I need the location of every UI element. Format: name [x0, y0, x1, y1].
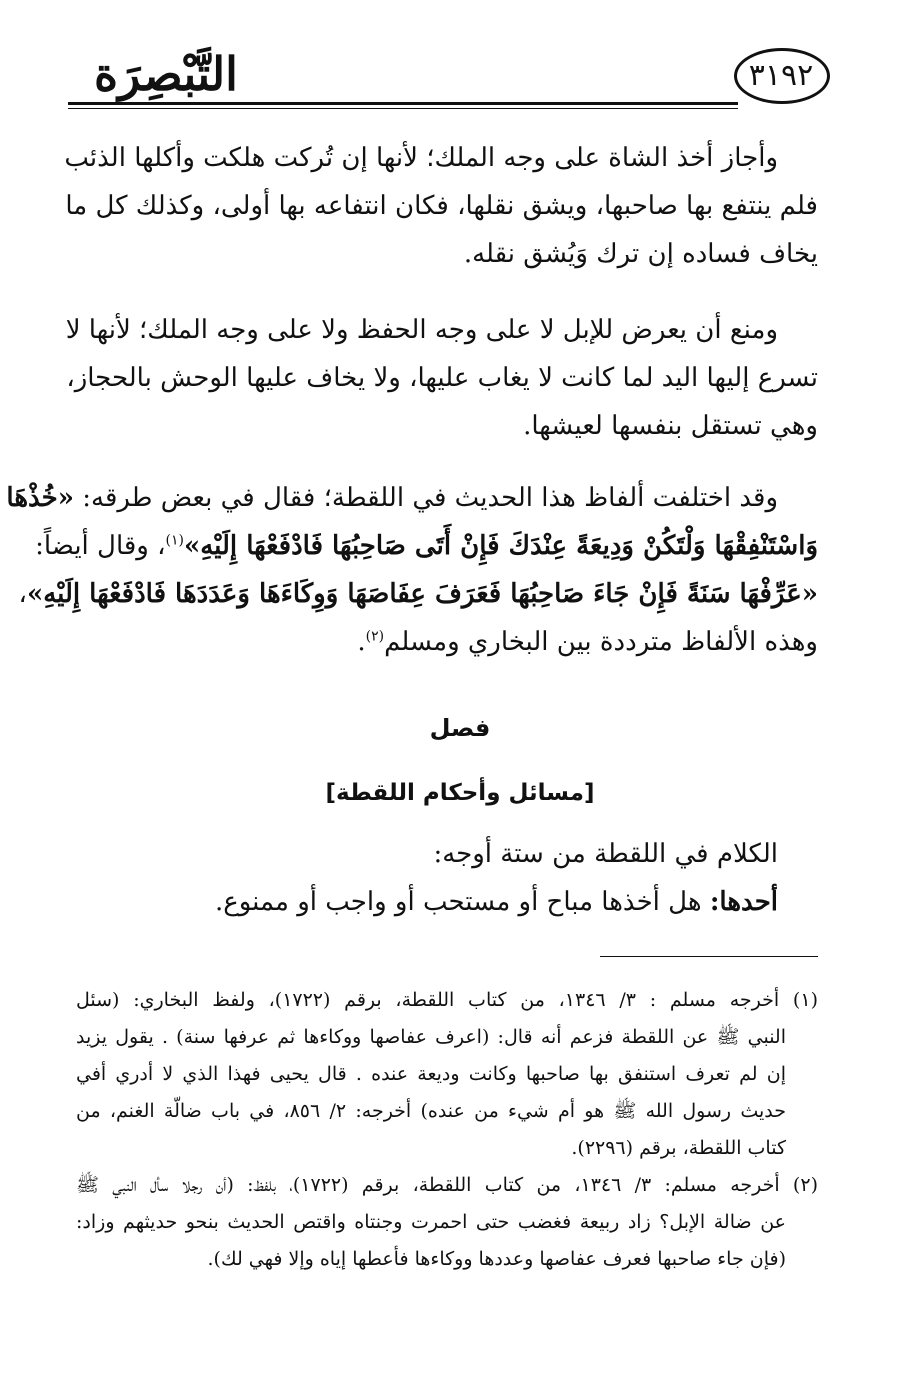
footnote-line: النبي ﷺ عن اللقطة فزعم أنه قال: (اعرف عفاصها ووكاءها ثم عرفها سنة) . يقول يزيد [76, 1026, 786, 1048]
paragraph-line: فلم ينتفع بها صاحبها، ويشق نقلها، فكان انتفاعه بها أولى، وكذلك كل ما [65, 191, 818, 221]
page-header [68, 38, 830, 120]
first-point-text: هل أخذها مباح أو مستحب أو واجب أو ممنوع. [214, 887, 710, 917]
paragraph-line: تسرع إليها اليد لما كانت لا يغاب عليها، ولا يخاف عليها الوحش بالحجاز، [66, 363, 818, 393]
paragraph-1 [64, 134, 818, 278]
page-number: ٣١٩٢ [748, 58, 814, 93]
footnote-ref-2[interactable]: (٢) [365, 628, 385, 645]
plain-text: ، [18, 579, 27, 609]
paragraph-line [76, 618, 818, 666]
footnote-2 [76, 1167, 818, 1278]
paragraph-line [6, 474, 818, 522]
footnote-line: إن لم تعرف استنفق بها صاحبها وكانت وديعة عنده . قال يحيى فهذا الذي لا أدري أفي [76, 1063, 786, 1085]
section-subheading: [مسائل وأحكام اللقطة] [325, 780, 595, 806]
hadith-text: وَاسْتَنْفِقْهَا وَلْتَكُنْ وَدِيعَةً عِنْدَكَ فَإِنْ أَتَى صَاحِبُهَا فَادْفَعْهَا إِلَيْهِ» [183, 531, 818, 561]
plain-text: . [357, 627, 366, 657]
paragraph-line: وأجاز أخذ الشاة على وجه الملك؛ لأنها إن تُركت هلكت وأكلها الذئب [64, 143, 778, 173]
footnote-line: حديث رسول الله ﷺ هو أم شيء من عنده) أخرجه: ٢/ ٨٥٦، في باب ضالّة الغنم، من [76, 1100, 787, 1122]
plain-text: وهذه الألفاظ مترددة بين البخاري ومسلم [384, 627, 818, 657]
paragraph-line: يخاف فساده إن ترك وَيُشق نقله. [463, 239, 818, 269]
footnote-ref-1[interactable]: (١) [165, 532, 184, 549]
section-intro: الكلام في اللقطة من ستة أوجه: [433, 839, 778, 869]
paragraph-line [18, 570, 818, 618]
footnotes [76, 982, 818, 1278]
paragraph-2 [65, 306, 818, 450]
footnote-1 [76, 982, 818, 1167]
footnote-line: (٢) أخرجه مسلم: ٣/ ١٣٤٦، من كتاب اللقطة، برقم (١٧٢٢)، بلفظ: (أن رجلا سأل النبي ﷺ [76, 1174, 818, 1196]
footnote-line: (١) أخرجه مسلم : ٣/ ١٣٤٦، من كتاب اللقطة، برقم (١٧٢٢)، ولفظ البخاري: (سئل [76, 989, 818, 1011]
paragraph-line: ومنع أن يعرض للإبل لا على وجه الحفظ ولا على وجه الملك؛ لأنها لا [65, 315, 778, 345]
hadith-text: «عَرِّفْهَا سَنَةً فَإِنْ جَاءَ صَاحِبُهَا فَعَرَفَ عِفَاصَهَا وَوِكَاءَهَا وَعَدَدَهَا فَادْفَعْهَا إِلَيْهِ» [26, 579, 818, 609]
section-body [76, 830, 818, 926]
section-first-point [76, 878, 778, 926]
footnote-line: كتاب اللقطة، برقم (٢٢٩٦). [571, 1137, 786, 1159]
section-heading: فصل [429, 714, 491, 742]
hadith-text: «خُذْهَا [6, 483, 74, 513]
footnote-line: عن ضالة الإبل؟ زاد ربيعة فغضب حتى احمرت وجنتاه واقتص الحديث بنحو حديثهم وزاد: [76, 1211, 786, 1233]
header-rule-thin [68, 108, 738, 109]
plain-text: وقد اختلفت ألفاظ هذا الحديث في اللقطة؛ فقال في بعض طرقه: [74, 483, 778, 513]
header-rule-thick [68, 102, 738, 105]
paragraph-line [35, 522, 818, 570]
paragraph-line: وهي تستقل بنفسها لعيشها. [523, 411, 818, 441]
footnote-separator [600, 956, 818, 957]
paragraph-3 [6, 474, 818, 666]
plain-text: ، وقال أيضاً: [35, 531, 166, 561]
book-title-logo: التَّبْصِرَة [94, 47, 238, 101]
first-point-label: أحدها: [709, 887, 778, 917]
footnote-line: (فإن جاء صاحبها فعرف عفاصها وعددها ووكاءها فأعطها إياه وإلا فهي لك). [207, 1248, 786, 1270]
